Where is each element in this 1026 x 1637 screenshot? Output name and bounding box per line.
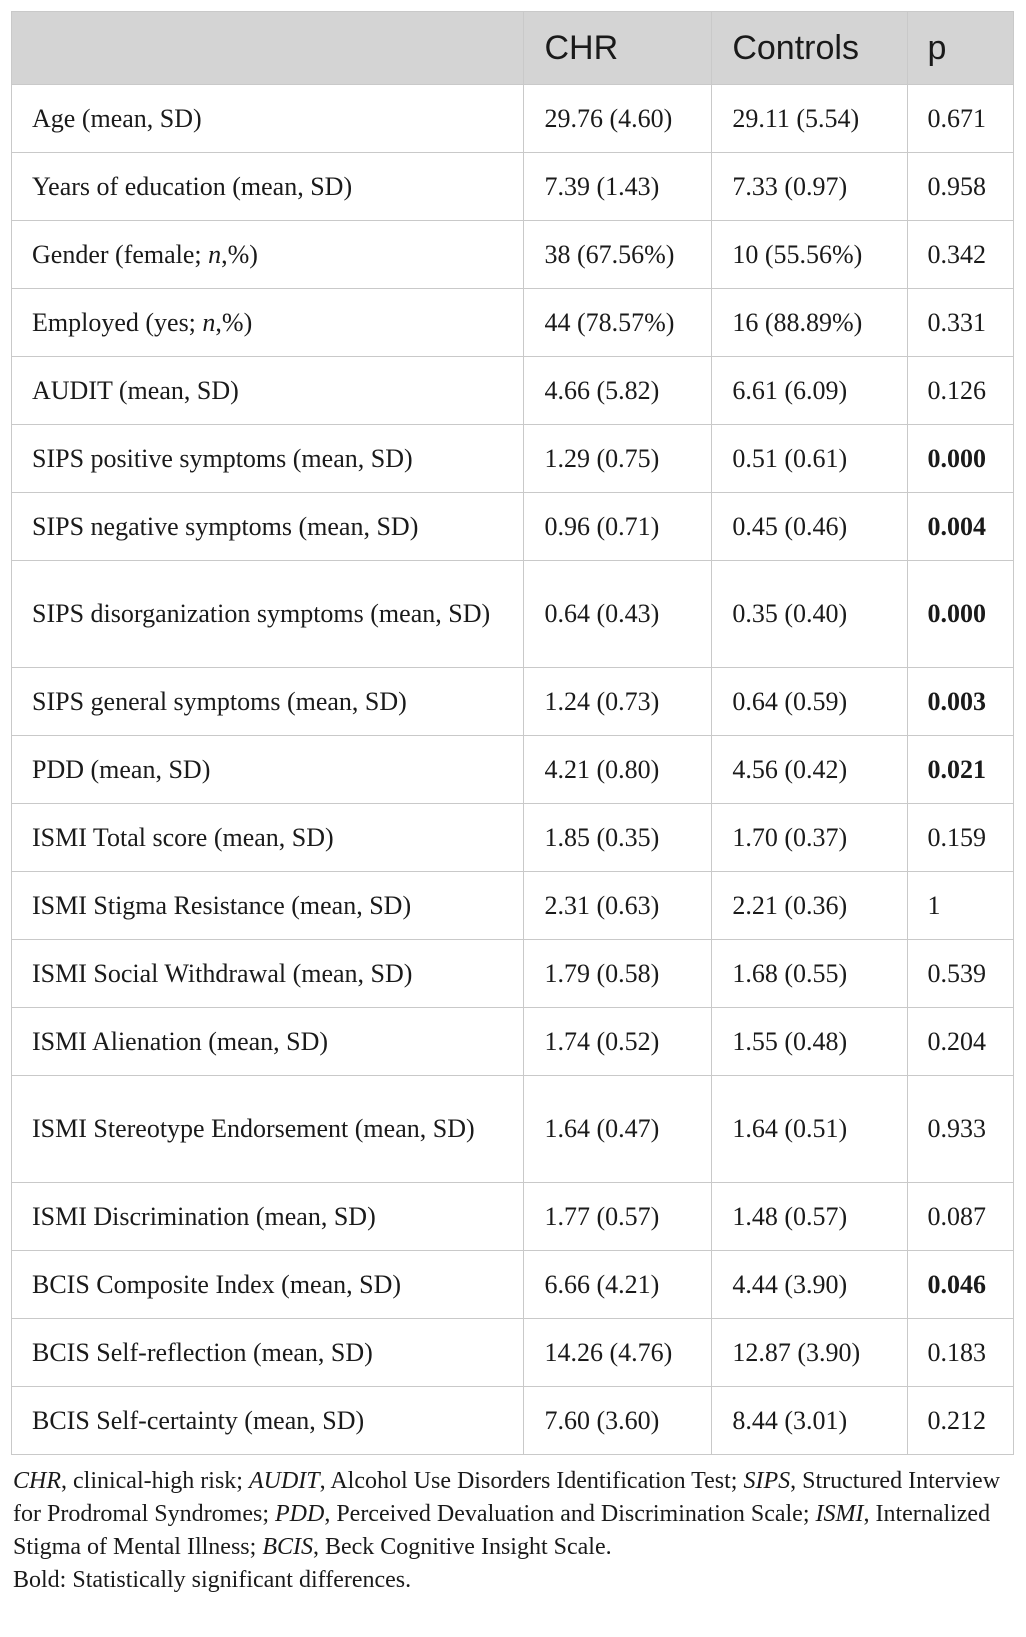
row-label: SIPS positive symptoms (mean, SD)	[12, 425, 524, 493]
table-row	[12, 153, 1014, 221]
row-label: BCIS Self-reflection (mean, SD)	[12, 1319, 524, 1387]
p-value: 0.183	[907, 1319, 1013, 1387]
chr-value: 4.21 (0.80)	[524, 736, 712, 804]
abbreviation-definition: Beck Cognitive Insight Scale	[324, 1534, 606, 1560]
chr-value: 38 (67.56%)	[524, 221, 712, 289]
chr-value: 2.31 (0.63)	[524, 872, 712, 940]
table-row	[12, 872, 1014, 940]
table-row	[12, 493, 1014, 561]
table-row	[12, 221, 1014, 289]
table-footnote	[11, 1465, 1014, 1597]
controls-value: 29.11 (5.54)	[712, 85, 907, 153]
row-label: SIPS negative symptoms (mean, SD)	[12, 493, 524, 561]
chr-value: 14.26 (4.76)	[524, 1319, 712, 1387]
p-value: 0.004	[907, 493, 1013, 561]
header-controls: Controls	[712, 12, 907, 85]
table-row	[12, 425, 1014, 493]
chr-value: 0.96 (0.71)	[524, 493, 712, 561]
row-label: ISMI Stigma Resistance (mean, SD)	[12, 872, 524, 940]
header-blank	[12, 12, 524, 85]
abbreviation-definition: clinical-high risk	[73, 1468, 237, 1494]
abbreviation-term: PDD	[274, 1501, 325, 1527]
demographics-table	[11, 11, 1014, 1455]
controls-value: 16 (88.89%)	[712, 289, 907, 357]
row-label: Years of education (mean, SD)	[12, 153, 524, 221]
controls-value: 1.64 (0.51)	[712, 1076, 907, 1183]
table-row	[12, 289, 1014, 357]
row-label: ISMI Discrimination (mean, SD)	[12, 1183, 524, 1251]
row-label: SIPS general symptoms (mean, SD)	[12, 668, 524, 736]
bold-note: Bold: Statistically significant differences.	[13, 1567, 412, 1593]
row-label: AUDIT (mean, SD)	[12, 357, 524, 425]
controls-value: 4.44 (3.90)	[712, 1251, 907, 1319]
p-value: 0.342	[907, 221, 1013, 289]
p-value: 0.671	[907, 85, 1013, 153]
row-label: Employed (yes; n,%)	[12, 289, 524, 357]
controls-value: 0.51 (0.61)	[712, 425, 907, 493]
chr-value: 7.60 (3.60)	[524, 1387, 712, 1455]
controls-value: 4.56 (0.42)	[712, 736, 907, 804]
table-row	[12, 1251, 1014, 1319]
table-container	[11, 11, 1014, 1597]
p-value: 0.204	[907, 1008, 1013, 1076]
controls-value: 7.33 (0.97)	[712, 153, 907, 221]
table-row	[12, 940, 1014, 1008]
abbreviation-definition: Internalized Stigma of Mental Illness	[13, 1501, 991, 1560]
chr-value: 7.39 (1.43)	[524, 153, 712, 221]
controls-value: 6.61 (6.09)	[712, 357, 907, 425]
chr-value: 1.77 (0.57)	[524, 1183, 712, 1251]
controls-value: 0.45 (0.46)	[712, 493, 907, 561]
p-value: 0.021	[907, 736, 1013, 804]
row-label: ISMI Social Withdrawal (mean, SD)	[12, 940, 524, 1008]
controls-value: 12.87 (3.90)	[712, 1319, 907, 1387]
row-label: BCIS Self-certainty (mean, SD)	[12, 1387, 524, 1455]
controls-value: 0.35 (0.40)	[712, 561, 907, 668]
header-chr: CHR	[524, 12, 712, 85]
abbreviation-definition: Alcohol Use Disorders Identification Test	[330, 1468, 731, 1494]
p-value: 0.000	[907, 425, 1013, 493]
controls-value: 1.68 (0.55)	[712, 940, 907, 1008]
row-label: ISMI Stereotype Endorsement (mean, SD)	[12, 1076, 524, 1183]
p-value: 0.331	[907, 289, 1013, 357]
table-row	[12, 1183, 1014, 1251]
controls-value: 0.64 (0.59)	[712, 668, 907, 736]
header-p: p	[907, 12, 1013, 85]
controls-value: 1.48 (0.57)	[712, 1183, 907, 1251]
p-value: 1	[907, 872, 1013, 940]
abbreviation-definition: Structured Interview for Prodromal Syndromes	[13, 1468, 1001, 1527]
abbreviations-note: CHR, clinical-high risk; AUDIT, Alcohol Use Disorders Identification Test; SIPS, Structured Interview for Prodromal Syndromes; PDD, Perceived Devaluation and Discrimination Scale; ISMI, Internalized Stigma of Mental Illness; BCIS, Beck Cognitive Insight Scale.	[13, 1468, 1001, 1560]
row-label: BCIS Composite Index (mean, SD)	[12, 1251, 524, 1319]
chr-value: 1.74 (0.52)	[524, 1008, 712, 1076]
table-row	[12, 85, 1014, 153]
abbreviation-term: ISMI	[815, 1501, 864, 1527]
table-row	[12, 804, 1014, 872]
abbreviation-term: AUDIT	[248, 1468, 320, 1494]
p-value: 0.087	[907, 1183, 1013, 1251]
table-row	[12, 736, 1014, 804]
p-value: 0.539	[907, 940, 1013, 1008]
chr-value: 44 (78.57%)	[524, 289, 712, 357]
table-row	[12, 561, 1014, 668]
p-value: 0.159	[907, 804, 1013, 872]
table-row	[12, 1076, 1014, 1183]
chr-value: 1.29 (0.75)	[524, 425, 712, 493]
row-label: Gender (female; n,%)	[12, 221, 524, 289]
p-value: 0.958	[907, 153, 1013, 221]
table-row	[12, 1008, 1014, 1076]
table-row	[12, 1387, 1014, 1455]
chr-value: 0.64 (0.43)	[524, 561, 712, 668]
p-value: 0.933	[907, 1076, 1013, 1183]
chr-value: 1.85 (0.35)	[524, 804, 712, 872]
row-label: ISMI Total score (mean, SD)	[12, 804, 524, 872]
controls-value: 1.70 (0.37)	[712, 804, 907, 872]
controls-value: 10 (55.56%)	[712, 221, 907, 289]
table-row	[12, 668, 1014, 736]
p-value: 0.000	[907, 561, 1013, 668]
table-body	[12, 85, 1014, 1455]
p-value: 0.126	[907, 357, 1013, 425]
row-label: ISMI Alienation (mean, SD)	[12, 1008, 524, 1076]
chr-value: 1.79 (0.58)	[524, 940, 712, 1008]
controls-value: 2.21 (0.36)	[712, 872, 907, 940]
chr-value: 1.64 (0.47)	[524, 1076, 712, 1183]
controls-value: 1.55 (0.48)	[712, 1008, 907, 1076]
chr-value: 4.66 (5.82)	[524, 357, 712, 425]
row-label: PDD (mean, SD)	[12, 736, 524, 804]
chr-value: 6.66 (4.21)	[524, 1251, 712, 1319]
abbreviation-term: SIPS	[743, 1468, 791, 1494]
header-row	[12, 12, 1014, 85]
row-label: SIPS disorganization symptoms (mean, SD)	[12, 561, 524, 668]
controls-value: 8.44 (3.01)	[712, 1387, 907, 1455]
table-row	[12, 1319, 1014, 1387]
abbreviation-term: CHR	[13, 1468, 61, 1494]
abbreviation-definition: Perceived Devaluation and Discrimination Scale	[336, 1501, 803, 1527]
p-value: 0.003	[907, 668, 1013, 736]
p-value: 0.046	[907, 1251, 1013, 1319]
p-value: 0.212	[907, 1387, 1013, 1455]
table-row	[12, 357, 1014, 425]
chr-value: 29.76 (4.60)	[524, 85, 712, 153]
abbreviation-term: BCIS	[262, 1534, 313, 1560]
row-label: Age (mean, SD)	[12, 85, 524, 153]
chr-value: 1.24 (0.73)	[524, 668, 712, 736]
